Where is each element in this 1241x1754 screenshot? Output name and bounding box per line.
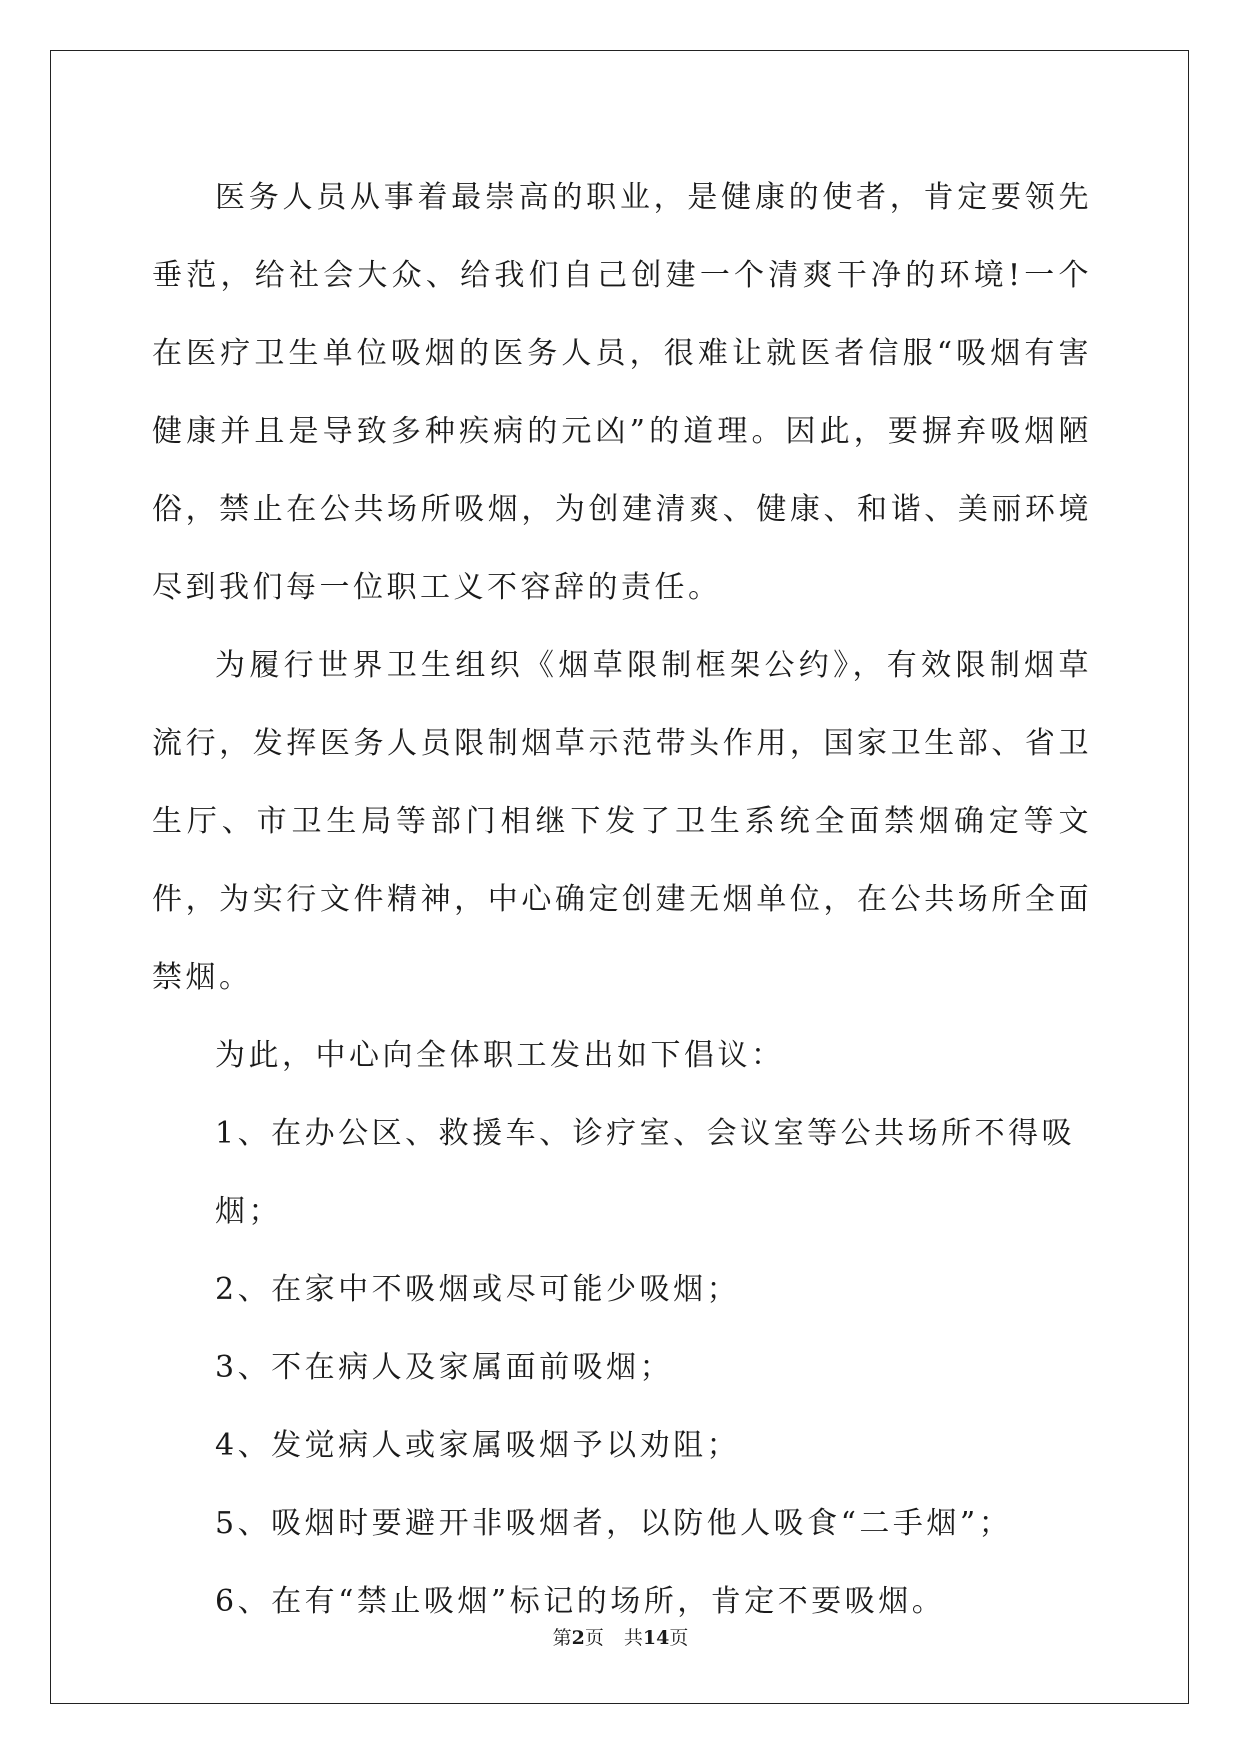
list-item: 5、吸烟时要避开非吸烟者，以防他人吸食“二手烟”； [215,1506,1013,1541]
list-item: 3、不在病人及家属面前吸烟； [215,1350,674,1385]
total-prefix: 共 [623,1627,643,1649]
total-pages: 14 [642,1627,670,1649]
page-prefix: 第 [552,1627,572,1649]
list-item: 1、在办公区、救援车、诊疗室、会议室等公共场所不得吸烟； [215,1116,1076,1229]
page-number: 2 [571,1627,585,1649]
paragraph: 医务人员从事着最崇高的职业，是健康的使者，肯定要领先垂范，给社会大众、给我们自己创建一个清爽干净的环境!一个在医疗卫生单位吸烟的医务人员，很难让就医者信服“吸烟有害健康并且是导致多种疾病的元凶”的道理。因此，要摒弃吸烟陋俗，禁止在公共场所吸烟，为创建清爽、健康、和谐、美丽环境尽到我们每一位职工义不容辞的责任。 [152,180,1092,605]
list-item: 6、在有“禁止吸烟”标记的场所，肯定不要吸烟。 [215,1584,946,1619]
page-footer [0,1623,1241,1650]
paragraph: 为此，中心向全体职工发出如下倡议： [215,1038,785,1073]
list-item: 2、在家中不吸烟或尽可能少吸烟； [215,1272,741,1307]
total-suffix: 页 [669,1627,689,1649]
document-body [152,159,1092,1641]
paragraph: 为履行世界卫生组织《烟草限制框架公约》，有效限制烟草流行，发挥医务人员限制烟草示范带头作用，国家卫生部、省卫生厅、市卫生局等部门相继下发了卫生系统全面禁烟确定等文件，为实行文件精神，中心确定创建无烟单位，在公共场所全面禁烟。 [152,648,1092,995]
list-item: 4、发觉病人或家属吸烟予以劝阻； [215,1428,741,1463]
page-suffix: 页 [584,1627,604,1649]
